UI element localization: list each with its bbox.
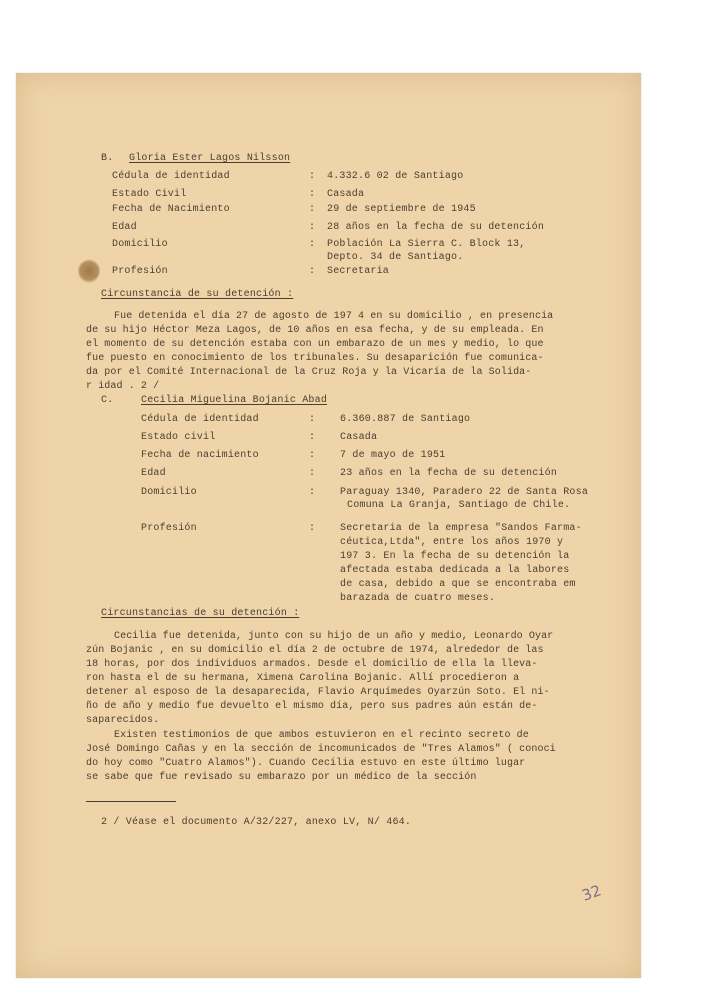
colon: : xyxy=(309,171,316,182)
paragraph-line: Fue detenida el día 27 de agosto de 197 4 en su domicilio , en presencia xyxy=(114,311,554,322)
paragraph-line: fue puesto en conocimiento de los tribunales. Su desaparición fue comunica- xyxy=(86,353,544,364)
field-label: Estado civil xyxy=(141,432,216,443)
colon: : xyxy=(309,432,316,443)
circumstance-paragraph xyxy=(86,310,576,394)
field-value-continued: afectada estaba dedicada a la labores xyxy=(340,565,570,576)
section-c-name: Cecilia Miguelina Bojanic Abad xyxy=(141,395,328,406)
colon: : xyxy=(309,468,316,479)
field-label: Domicilio xyxy=(112,239,168,250)
paragraph-line: detener al esposo de la desaparecida, Flavio Arquímedes Oyarzún Soto. El ni- xyxy=(86,687,550,698)
field-label: Cédula de identidad xyxy=(112,171,230,182)
paragraph-line: ño de año y medio fue devuelto el mismo día, pero sus padres aún están de- xyxy=(86,701,538,712)
section-b-letter: B. xyxy=(101,153,114,164)
paragraph-line: José Domingo Cañas y en la sección de incomunicados de "Tres Alamos" ( conoci xyxy=(86,744,556,755)
paragraph-line: Cecilia fue detenida, junto con su hijo de un año y medio, Leonardo Oyar xyxy=(114,631,554,642)
paragraph-line: Existen testimonios de que ambos estuvieron en el recinto secreto de xyxy=(114,730,529,741)
stain-mark xyxy=(78,259,100,283)
section-b-name: Gloria Ester Lagos Nilsson xyxy=(129,153,291,164)
field-value-continued: 197 3. En la fecha de su detención la xyxy=(340,551,570,562)
paragraph-line: do hoy como "Cuatro Alamos"). Cuando Cecilia estuvo en este último lugar xyxy=(86,758,526,769)
field-label: Edad xyxy=(141,468,166,479)
colon: : xyxy=(309,450,316,461)
field-value: 28 años en la fecha de su detención xyxy=(327,222,545,233)
page-number: 32 xyxy=(579,881,604,905)
field-value: Casada xyxy=(327,189,365,200)
field-label: Domicilio xyxy=(141,487,197,498)
circumstance-heading: Circunstancias de su detención : xyxy=(101,608,300,619)
field-value-continued: de casa, debido a que se encontraba em xyxy=(340,579,576,590)
paragraph-line: ron hasta el de su hermana, Ximena Carolina Bojanic. Allí procedieron a xyxy=(86,673,520,684)
colon: : xyxy=(309,222,316,233)
paragraph-line: zún Bojanic , en su domicilio el día 2 de octubre de 1974, alrededor de las xyxy=(86,645,544,656)
colon: : xyxy=(309,266,316,277)
paragraph-line: 18 horas, por dos individuos armados. Desde el domicilio de ella la lleva- xyxy=(86,659,538,670)
colon: : xyxy=(309,239,316,250)
paragraph-line: se sabe que fue revisado su embarazo por un médico de la sección xyxy=(86,772,477,783)
field-label: Cédula de identidad xyxy=(141,414,259,425)
testimony-paragraph xyxy=(86,729,576,785)
section-c-letter: C. xyxy=(101,395,114,406)
circumstance-heading: Circunstancia de su detención : xyxy=(101,289,294,300)
circumstance-paragraph xyxy=(86,630,576,728)
field-value: Paraguay 1340, Paradero 22 de Santa Rosa xyxy=(340,487,589,498)
field-value: Población La Sierra C. Block 13, xyxy=(327,239,526,250)
field-value: 4.332.6 02 de Santiago xyxy=(327,171,464,182)
field-value-continued: céutica,Ltda", entre los años 1970 y xyxy=(340,537,564,548)
field-label: Profesión xyxy=(112,266,168,277)
paragraph-line: r idad . 2 / xyxy=(86,381,160,392)
colon: : xyxy=(309,523,316,534)
paragraph-line: da por el Comité Internacional de la Cruz Roja y la Vicaría de la Solida- xyxy=(86,367,532,378)
paragraph-line: saparecidos. xyxy=(86,715,160,726)
field-value: 23 años en la fecha de su detención xyxy=(340,468,558,479)
field-value: 29 de septiembre de 1945 xyxy=(327,204,476,215)
field-value-continued: Depto. 34 de Santiago. xyxy=(327,252,464,263)
paragraph-line: de su hijo Héctor Meza Lagos, de 10 años en esa fecha, y de su empleada. En xyxy=(86,325,544,336)
field-value: Casada xyxy=(340,432,378,443)
colon: : xyxy=(309,189,316,200)
field-value: Secretaria de la empresa "Sandos Farma- xyxy=(340,523,582,534)
colon: : xyxy=(309,204,316,215)
field-label: Profesión xyxy=(141,523,197,534)
field-label: Edad xyxy=(112,222,137,233)
field-label: Estado Civil xyxy=(112,189,187,200)
footnote-rule xyxy=(86,801,176,802)
paragraph-line: el momento de su detención estaba con un embarazo de un mes y medio, lo que xyxy=(86,339,544,350)
field-value: 7 de mayo de 1951 xyxy=(340,450,446,461)
field-value: 6.360.887 de Santiago xyxy=(340,414,471,425)
field-label: Fecha de nacimiento xyxy=(141,450,259,461)
footnote: 2 / Véase el documento A/32/227, anexo LV, N/ 464. xyxy=(101,817,412,828)
colon: : xyxy=(309,487,316,498)
field-label: Fecha de Nacimiento xyxy=(112,204,230,215)
colon: : xyxy=(309,414,316,425)
field-value-continued: barazada de cuatro meses. xyxy=(340,593,496,604)
field-value-continued: Comuna La Granja, Santiago de Chile. xyxy=(347,500,571,511)
field-value: Secretaria xyxy=(327,266,390,277)
